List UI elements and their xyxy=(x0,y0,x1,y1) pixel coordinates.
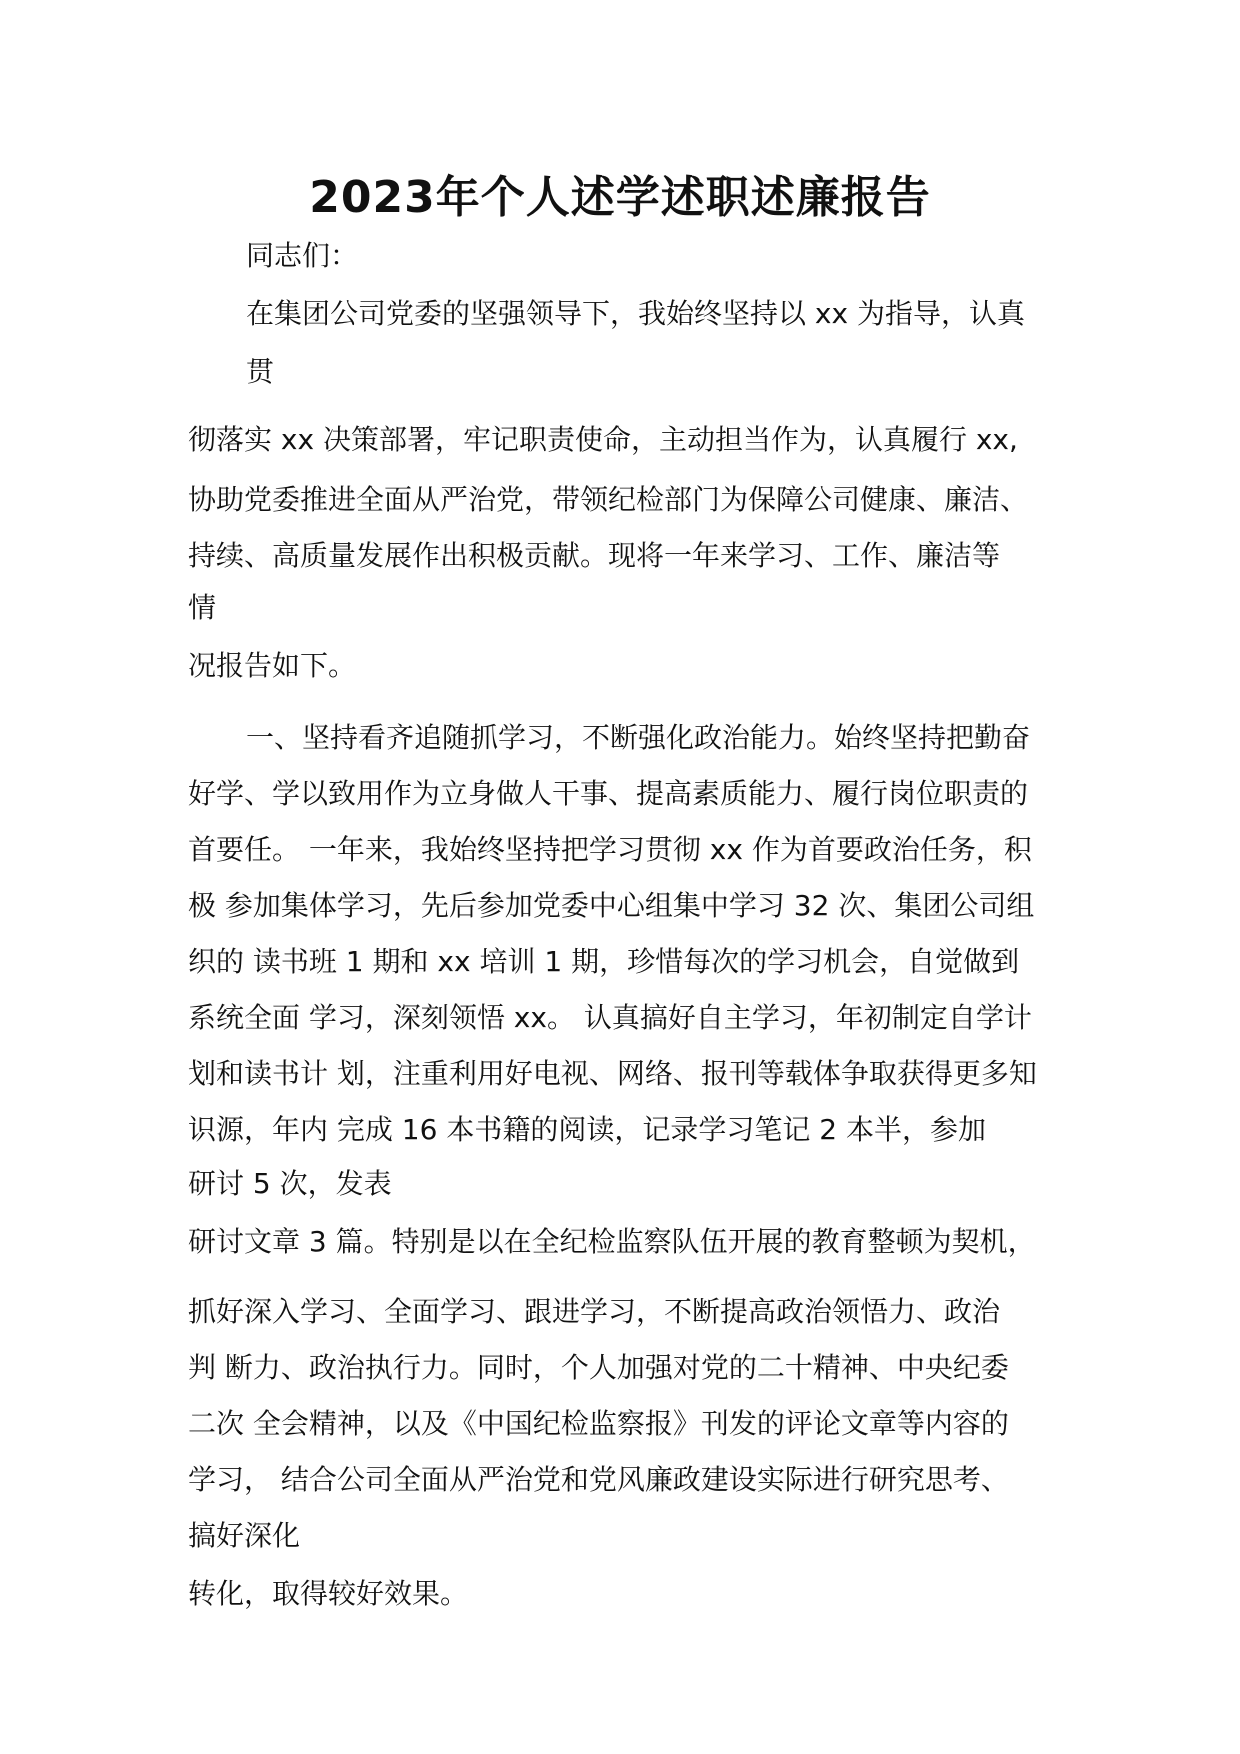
text-line: 二次 全会精神，以及《中国纪检监察报》刊发的评论文章等内容的 xyxy=(188,1407,1009,1440)
text-line: 系统全面 学习，深刻领悟 xx。 认真搞好自主学习，年初制定自学计 xyxy=(188,1001,1032,1034)
text-line: 情 xyxy=(188,591,217,624)
text-line: 首要任。 一年来，我始终坚持把学习贯彻 xx 作为首要政治任务，积 xyxy=(188,833,1032,866)
text-line: 贯 xyxy=(246,355,275,388)
text-line: 极 参加集体学习，先后参加党委中心组集中学习 32 次、集团公司组 xyxy=(188,889,1035,922)
text-line: 在集团公司党委的坚强领导下，我始终坚持以 xx 为指导，认真 xyxy=(246,297,1025,330)
text-line: 转化，取得较好效果。 xyxy=(188,1577,469,1610)
document-title: 2023年个人述学述职述廉报告 xyxy=(309,172,931,223)
text-line: 况报告如下。 xyxy=(188,649,357,682)
text-line: 判 断力、政治执行力。同时，个人加强对党的二十精神、中央纪委 xyxy=(188,1351,1009,1384)
text-line: 同志们： xyxy=(246,239,359,272)
text-line: 研讨文章 3 篇。特别是以在全纪检监察队伍开展的教育整顿为契机， xyxy=(188,1225,1036,1258)
text-line: 持续、高质量发展作出积极贡献。现将一年来学习、工作、廉洁等 xyxy=(188,539,1001,572)
text-line: 识源，年内 完成 16 本书籍的阅读，记录学习笔记 2 本半，参加 xyxy=(188,1113,986,1146)
text-line: 织的 读书班 1 期和 xx 培训 1 期，珍惜每次的学习机会，自觉做到 xyxy=(188,945,1020,978)
text-line: 搞好深化 xyxy=(188,1519,301,1552)
text-line: 学习， 结合公司全面从严治党和党风廉政建设实际进行研究思考、 xyxy=(188,1463,1009,1496)
text-line: 一、坚持看齐追随抓学习，不断强化政治能力。始终坚持把勤奋 xyxy=(246,721,1031,754)
text-line: 划和读书计 划，注重利用好电视、网络、报刊等载体争取获得更多知 xyxy=(188,1057,1037,1090)
text-line: 研讨 5 次，发表 xyxy=(188,1167,392,1200)
text-line: 彻落实 xx 决策部署，牢记职责使命，主动担当作为，认真履行 xx, xyxy=(188,423,1018,456)
text-line: 抓好深入学习、全面学习、跟进学习，不断提高政治领悟力、政治 xyxy=(188,1295,1001,1328)
text-line: 协助党委推进全面从严治党，带领纪检部门为保障公司健康、廉洁、 xyxy=(188,483,1029,516)
text-line: 好学、学以致用作为立身做人干事、提高素质能力、履行岗位职责的 xyxy=(188,777,1029,810)
